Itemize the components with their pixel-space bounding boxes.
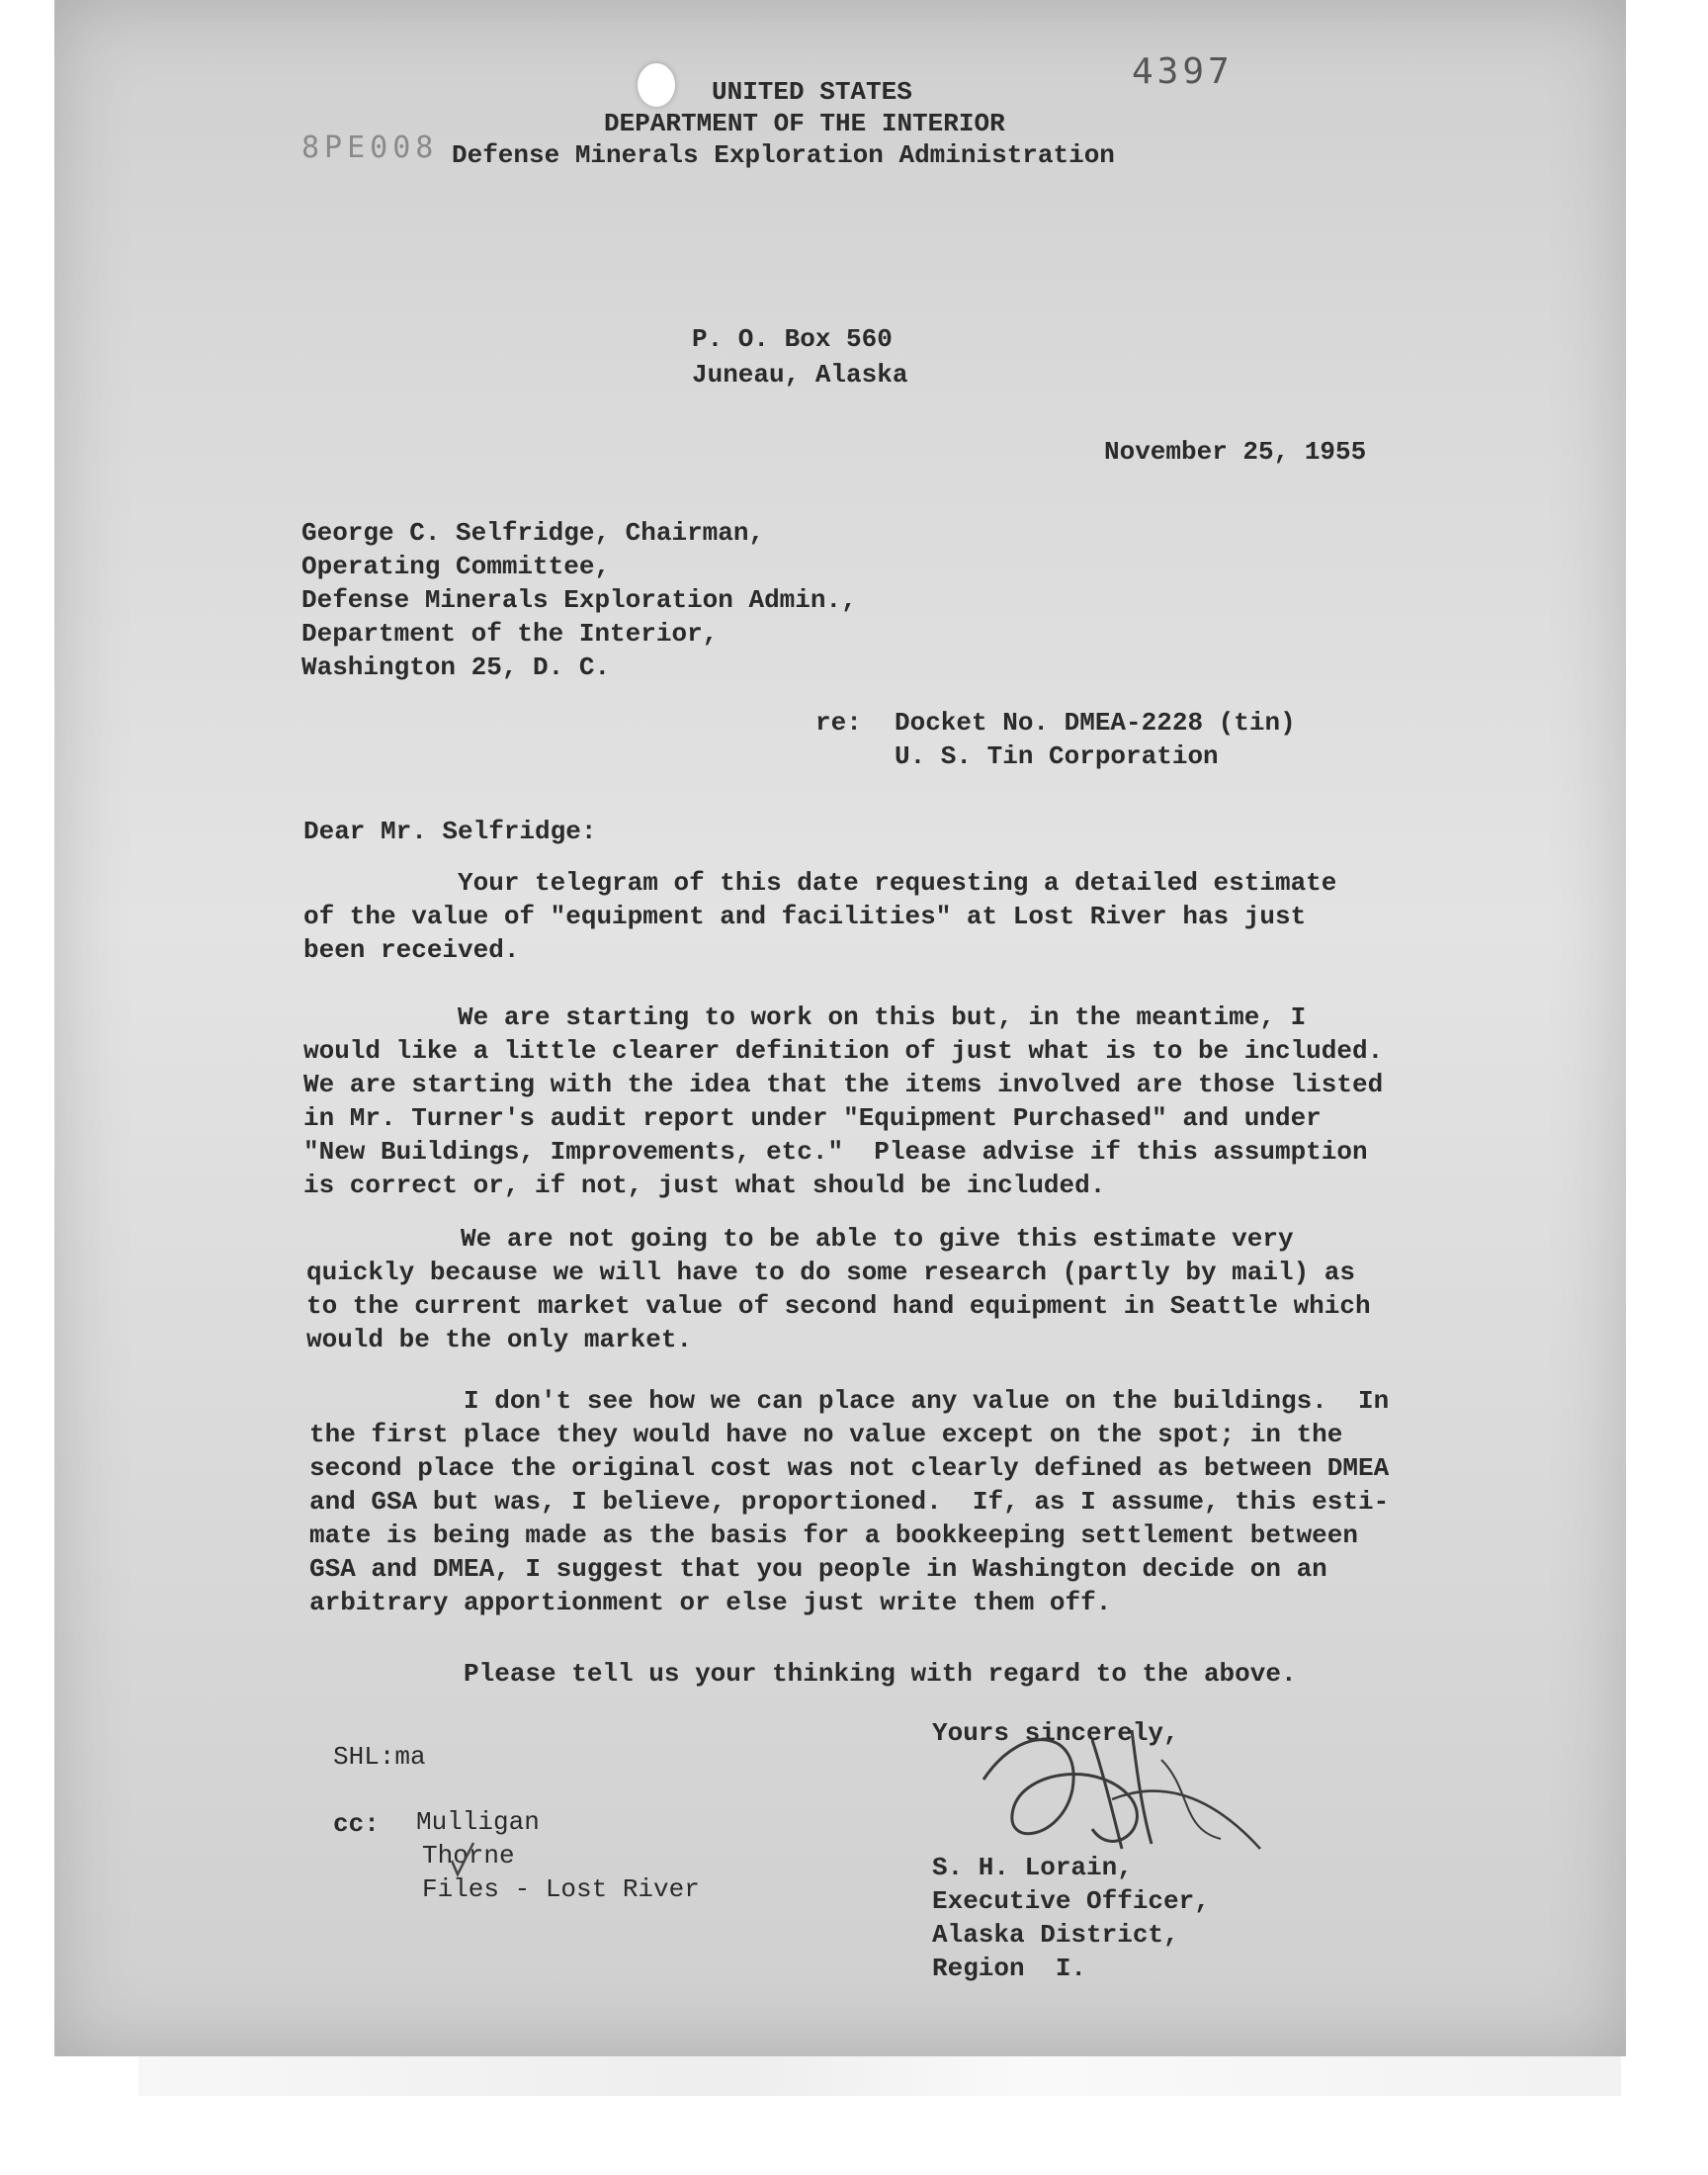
body-paragraph-4: I don't see how we can place any value on the buildings. In the first place they would have no value except on the spot; in the second place the original cost was not clearly defined as between DMEA and GSA but was, I believe, proportioned. If, as I assume, this esti- mate is being made as the basis for a bookkeeping settlement between GSA and DMEA, I suggest that you people in Washington decide on an arbitrary apportionment or else just write them off. [309,1386,1390,1617]
body-paragraph-3: We are not going to be able to give this estimate very quickly because we will have to do some research (partly by mail) as to the current market value of second hand equipment in Seattle which would be the only market. [306,1224,1371,1354]
punch-hole [638,63,675,107]
salutation: Dear Mr. Selfridge: [303,817,597,846]
cc-line-3: Files - Lost River [422,1874,700,1904]
reference-label: re: [815,708,862,738]
reference-company: U. S. Tin Corporation [895,741,1219,771]
recipient-line-2: Operating Committee, [301,552,611,581]
file-number-stamp: 8PE008 [301,130,439,165]
typist-initials: SHL:ma [333,1742,426,1772]
handwritten-signature [964,1700,1280,1869]
cc-label: cc: [333,1809,380,1839]
signer-name: S. H. Lorain, [932,1853,1133,1882]
letterhead-line-1: UNITED STATES [712,77,912,107]
check-mark-icon [448,1839,477,1878]
body-paragraph-5: Please tell us your thinking with regard to the above. [309,1659,1297,1689]
scan-bottom-edge [138,2056,1621,2096]
letterhead-line-3: Defense Minerals Exploration Administration [452,140,1115,170]
cc-line-1: Mulligan [416,1807,540,1837]
recipient-line-5: Washington 25, D. C. [301,652,611,682]
recipient-line-1: George C. Selfridge, Chairman, [301,518,765,548]
signer-title-1: Executive Officer, [932,1886,1210,1916]
address-po-box: P. O. Box 560 [692,324,893,354]
document-number-stamp: 4397 [1132,51,1234,92]
address-city: Juneau, Alaska [692,360,908,390]
recipient-line-4: Department of the Interior, [301,619,719,649]
letter-date: November 25, 1955 [1104,437,1367,467]
complimentary-close: Yours sincerely, [932,1718,1179,1748]
letterhead-line-2: DEPARTMENT OF THE INTERIOR [604,109,1005,138]
body-paragraph-1: Your telegram of this date requesting a detailed estimate of the value of "equipment and facilities" at Lost River has just been received. [303,868,1337,965]
body-paragraph-2: We are starting to work on this but, in the meantime, I would like a little clearer definition of just what is to be included. We are starting with the idea that the items involved are those listed in Mr. Turner's audit report under "Equipment Purchased" and under "New Buildings, Improvements, etc." Please advise if this assumption is correct or, if not, just what should be included. [303,1002,1384,1200]
recipient-line-3: Defense Minerals Exploration Admin., [301,585,857,615]
reference-docket: Docket No. DMEA-2228 (tin) [895,708,1296,738]
cc-line-2: Thorne [422,1841,515,1870]
signer-title-2: Alaska District, [932,1920,1179,1950]
signer-title-3: Region I. [932,1954,1087,1983]
document-page [54,0,1626,2056]
